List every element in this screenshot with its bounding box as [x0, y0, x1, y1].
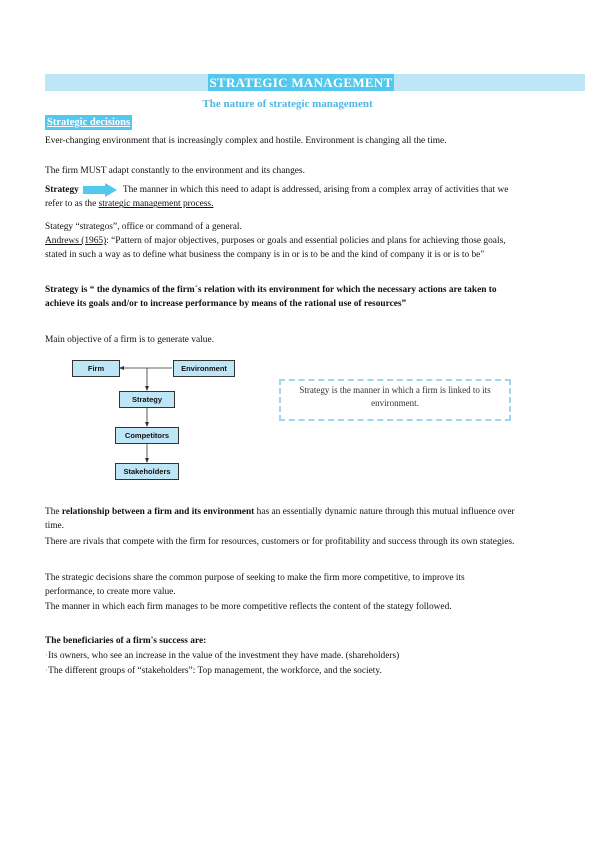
paragraph-relationship	[45, 505, 515, 533]
andrews-reference: Andrews (1965)	[45, 236, 107, 246]
paragraph-adapt: The firm MUST adapt constantly to the environment and its changes.	[45, 166, 305, 176]
diagram-strategy-box: Strategy	[119, 391, 175, 408]
bullet-owners-text: Its owners, who see an increase in the value of the investment they have made. (shareholders)	[48, 651, 400, 661]
relationship-rest: has an essentially dynamic nature through this mutual influence over time.	[45, 507, 515, 532]
relationship-prefix: The	[45, 507, 60, 517]
paragraph-strategos: Stategy “strategos”, office or command of a general.	[45, 222, 242, 232]
strategy-note-box: Strategy is the manner in which a firm is linked to its environment.	[279, 379, 511, 421]
strategy-definition: Strategy is “ the dynamics of the firm´s relation with its environment for which the necessary actions are taken to achieve its goals and/or to increase performance by means of the rational use of resources”	[45, 285, 497, 310]
diagram-firm-box: Firm	[72, 360, 120, 377]
strategy-label: Strategy	[45, 185, 79, 196]
bullet-marker: ·	[45, 651, 49, 661]
document-title: STRATEGIC MANAGEMENT	[209, 75, 393, 90]
paragraph-main-objective: Main objective of a firm is to generate value.	[45, 335, 214, 345]
diagram-competitors-box: Competitors	[115, 427, 179, 444]
strategy-text: The manner in which this need to adapt is addressed, arising from a complex array of activities that we refer to as the	[45, 185, 509, 210]
paragraph-environment: Ever-changing environment that is increasingly complex and hostile. Environment is changing all the time.	[45, 136, 447, 146]
beneficiaries-heading: The beneficiaries of a firm's success are:	[45, 636, 207, 646]
diagram-environment-box: Environment	[173, 360, 235, 377]
document-subtitle: The nature of strategic management	[202, 98, 373, 110]
paragraph-decisions: The strategic decisions share the common purpose of seeking to make the firm more competitive, to improve its performance, to create more value.	[45, 573, 465, 598]
strategy-management-link: strategic management process.	[98, 199, 214, 210]
bullet-marker: ·	[45, 666, 49, 676]
diagram-stakeholders-box: Stakeholders	[115, 463, 179, 480]
paragraph-manner: The manner in which each firm manages to be more competitive reflects the content of the stategy followed.	[45, 602, 452, 612]
section-heading: Strategic decisions	[47, 117, 131, 128]
paragraph-rivals: There are rivals that compete with the firm for resources, customers or for profitability and success through its own stategies.	[45, 537, 515, 547]
bullet-stakeholders-text: The different groups of “stakeholders”: Top management, the workforce, and the society.	[48, 666, 382, 676]
bullet-stakeholders	[45, 664, 515, 678]
relationship-bold: relationship between a firm and its environment	[61, 507, 255, 517]
bullet-owners	[45, 649, 515, 663]
andrews-quote: : “Pattern of major objectives, purposes or goals and essential policies and plans for achieving those goals, stated in such a way as to define what business the company is in or is to be and the kind of company it is or is to be"	[45, 236, 506, 261]
